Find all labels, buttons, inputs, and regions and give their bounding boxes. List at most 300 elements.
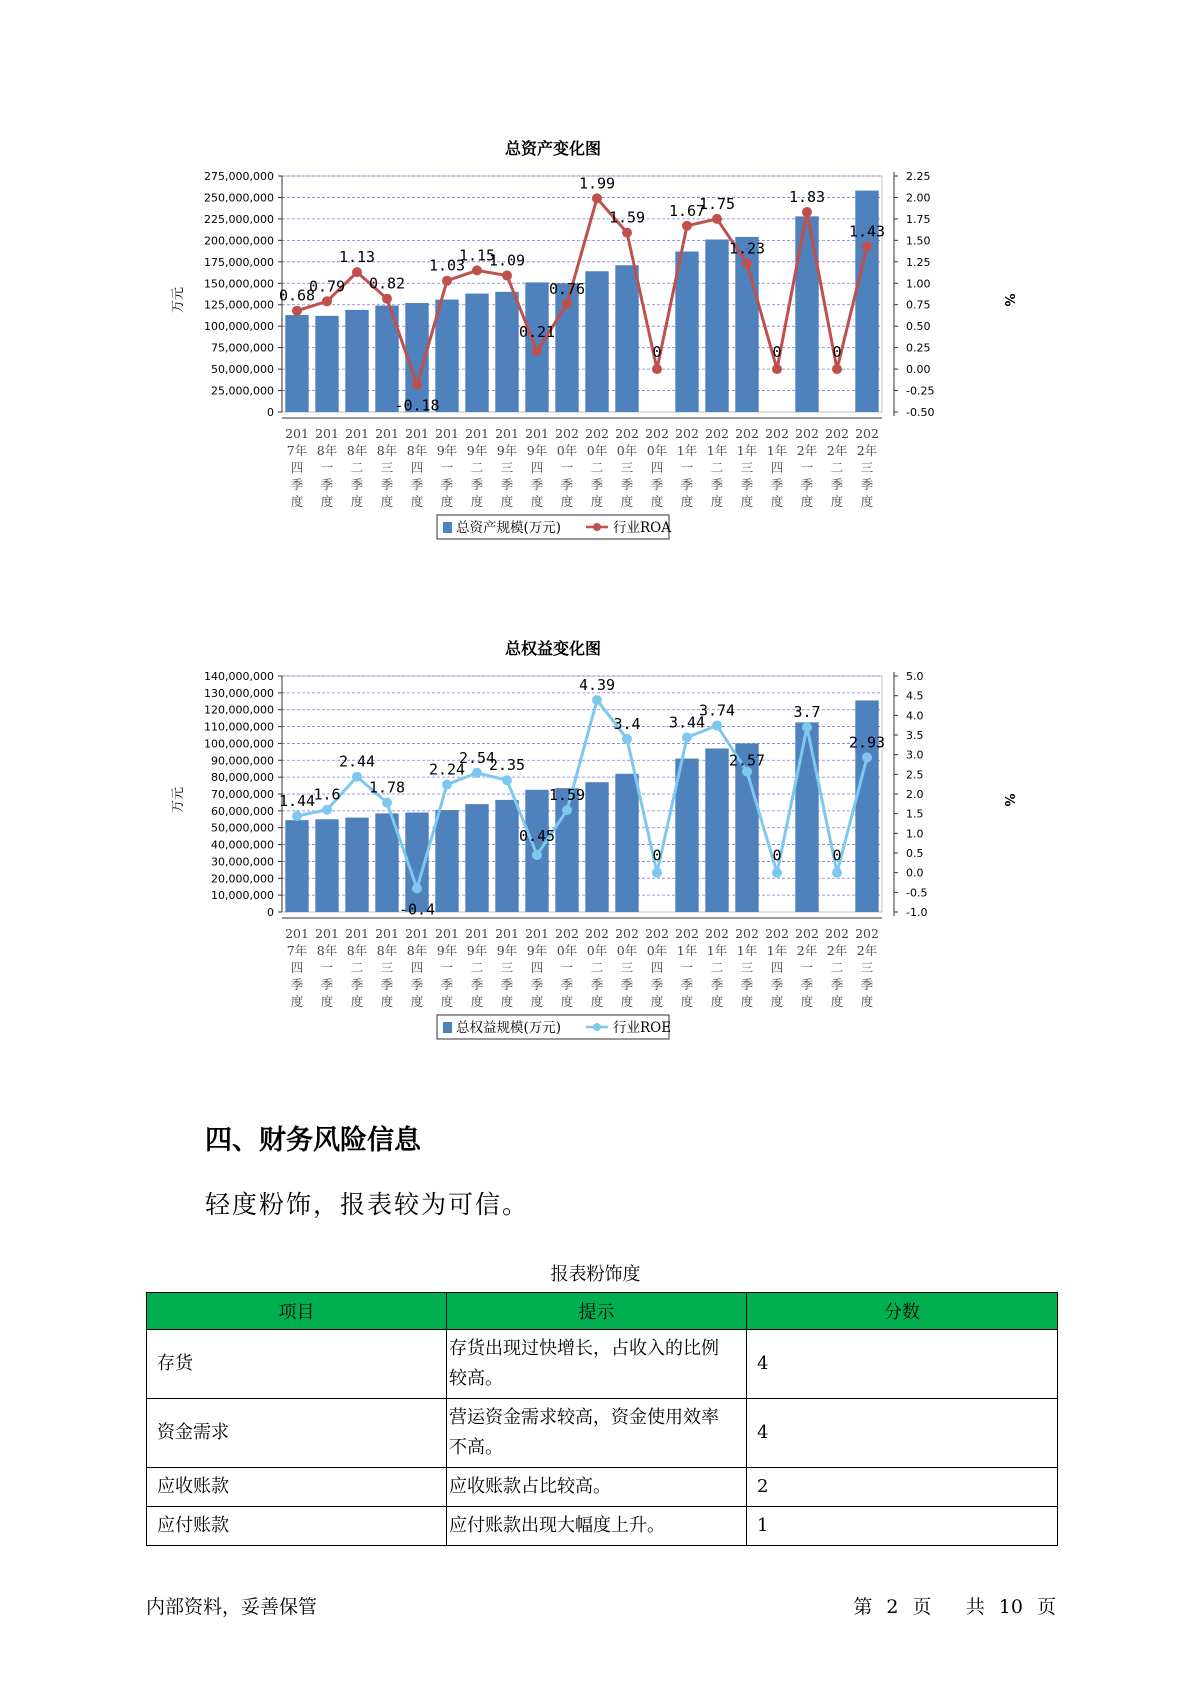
x-tick-label: 202 [645, 426, 669, 441]
y2-tick-label: 0.00 [906, 363, 931, 377]
x-tick-label: 三 [860, 960, 874, 975]
x-tick-label: 201 [525, 426, 549, 441]
x-tick-label: 202 [675, 926, 699, 941]
x-tick-label: 四 [290, 960, 304, 975]
x-tick-label: 度 [320, 494, 334, 509]
x-tick-label: 四 [770, 460, 784, 475]
x-tick-label: 一 [680, 460, 694, 475]
y-tick-label: 70,000,000 [211, 788, 274, 801]
row-score: 1 [747, 1507, 1058, 1546]
bar [615, 774, 638, 912]
x-tick-label: 二 [590, 960, 604, 975]
total-prefix: 共 [965, 1596, 985, 1618]
bar [495, 292, 518, 412]
x-tick-label: 度 [650, 994, 664, 1009]
x-tick-label: 二 [830, 460, 844, 475]
x-tick-label: 202 [615, 926, 639, 941]
line-point [502, 271, 512, 281]
x-tick-label: 9年 [526, 943, 548, 958]
chart-legend [437, 1015, 671, 1039]
x-tick-label: 二 [350, 460, 364, 475]
x-tick-label: 度 [740, 494, 754, 509]
x-tick-label: 四 [410, 460, 424, 475]
y2-axis-title: % [1001, 793, 1016, 807]
x-tick-label: 0年 [556, 943, 578, 958]
legend-bar-label: 总资产规模(万元) [456, 520, 562, 536]
legend-line-marker [593, 523, 601, 531]
data-label: 0.21 [518, 323, 556, 342]
x-tick-label: 四 [650, 460, 664, 475]
line-point [682, 732, 692, 742]
x-tick-label: 一 [800, 960, 814, 975]
x-tick-label: 2年 [796, 443, 818, 458]
x-tick-label: 一 [560, 960, 574, 975]
x-tick-label: 季 [440, 977, 454, 992]
bar [345, 818, 368, 912]
x-tick-label: 季 [500, 977, 514, 992]
x-tick-label: 度 [380, 494, 394, 509]
x-tick-label: 202 [825, 426, 849, 441]
x-tick-label: 201 [375, 926, 399, 941]
x-tick-label: 8年 [406, 443, 428, 458]
bar [285, 820, 308, 912]
bar [855, 700, 878, 912]
x-tick-label: 202 [855, 426, 879, 441]
data-label: 2.44 [338, 752, 376, 771]
x-tick-label: 9年 [466, 443, 488, 458]
y2-tick-label: 2.00 [906, 191, 931, 205]
legend-line-marker [593, 1023, 601, 1031]
x-tick-label: 度 [350, 494, 364, 509]
legend-line-label: 行业ROA [613, 520, 671, 536]
bar [285, 315, 308, 412]
line-point [592, 193, 602, 203]
x-tick-label: 度 [710, 494, 724, 509]
data-label: 1.15 [458, 246, 496, 265]
y-tick-label: 275,000,000 [204, 170, 274, 183]
line-point [292, 811, 302, 821]
y-tick-label: 130,000,000 [204, 686, 274, 700]
row-tip: 应付账款出现大幅度上升。 [447, 1507, 747, 1546]
data-label: 0 [772, 343, 782, 362]
x-tick-label: 二 [590, 460, 604, 475]
x-tick-label: 201 [465, 426, 489, 441]
header-item: 项目 [147, 1293, 447, 1330]
x-tick-label: 季 [740, 977, 754, 992]
row-item: 存货 [147, 1330, 447, 1399]
x-tick-label: 202 [705, 426, 729, 441]
x-tick-label: 8年 [316, 443, 338, 458]
x-tick-label: 201 [435, 926, 459, 941]
x-tick-label: 度 [410, 494, 424, 509]
y-tick-label: 125,000,000 [204, 298, 274, 312]
x-tick-label: 202 [795, 426, 819, 441]
x-tick-label: 季 [680, 977, 694, 992]
y2-tick-label: 0.5 [906, 847, 924, 860]
x-tick-label: 三 [740, 960, 754, 975]
y-tick-label: 10,000,000 [211, 889, 274, 903]
x-tick-label: 1年 [676, 443, 698, 458]
data-label: 1.43 [848, 222, 886, 241]
x-tick-label: 度 [470, 494, 484, 509]
line-point [532, 346, 542, 356]
x-tick-label: 1年 [766, 943, 788, 958]
x-tick-label: 二 [350, 960, 364, 975]
x-tick-label: 8年 [376, 443, 398, 458]
y-tick-label: 0 [267, 906, 274, 919]
assets-chart-svg [160, 140, 1040, 600]
x-tick-label: 二 [710, 960, 724, 975]
x-tick-label: 202 [675, 426, 699, 441]
y-tick-label: 25,000,000 [211, 384, 274, 398]
x-tick-label: 度 [440, 494, 454, 509]
y2-tick-label: -1.0 [906, 906, 928, 919]
x-tick-label: 一 [320, 460, 334, 475]
x-tick-label: 202 [585, 426, 609, 441]
y2-tick-label: 0.25 [906, 341, 931, 355]
x-tick-label: 度 [830, 994, 844, 1009]
data-label: 1.09 [488, 251, 526, 270]
page-mid: 页 [912, 1596, 932, 1618]
data-label: 1.13 [338, 248, 376, 267]
x-tick-label: 度 [560, 494, 574, 509]
x-tick-label: 度 [290, 994, 304, 1009]
y2-tick-label: 0.50 [906, 320, 931, 334]
y2-tick-label: -0.50 [906, 406, 935, 419]
x-tick-label: 0年 [586, 943, 608, 958]
data-label: 0.45 [518, 826, 556, 845]
line-point [802, 722, 812, 732]
bar [705, 240, 728, 412]
line-point [652, 868, 662, 878]
y2-tick-label: -0.5 [906, 886, 928, 900]
x-tick-label: 三 [380, 460, 394, 475]
page-prefix: 第 [853, 1596, 873, 1618]
footer-confidential: 内部资料，妥善保管 [146, 1596, 318, 1618]
y2-tick-label: -0.25 [906, 384, 935, 398]
y-tick-label: 75,000,000 [211, 341, 274, 355]
x-tick-label: 季 [320, 477, 334, 492]
row-item: 应付账款 [147, 1507, 447, 1546]
line-point [472, 265, 482, 275]
x-tick-label: 季 [320, 977, 334, 992]
data-label: 0 [652, 343, 662, 362]
bar [465, 294, 488, 412]
x-tick-label: 度 [410, 994, 424, 1009]
x-tick-label: 季 [710, 477, 724, 492]
data-label: 3.7 [793, 703, 821, 722]
x-tick-label: 季 [380, 977, 394, 992]
data-label: 2.54 [458, 748, 496, 767]
equity-chart [160, 640, 1040, 1100]
x-tick-label: 一 [440, 960, 454, 975]
y-tick-label: 140,000,000 [204, 670, 274, 683]
x-tick-label: 8年 [346, 943, 368, 958]
y2-tick-label: 0.0 [906, 866, 924, 880]
x-tick-label: 二 [470, 460, 484, 475]
line-point [292, 306, 302, 316]
x-tick-label: 201 [495, 426, 519, 441]
line-point [442, 780, 452, 790]
x-tick-label: 201 [315, 426, 339, 441]
x-tick-label: 季 [530, 477, 544, 492]
table-header-row [147, 1293, 1058, 1330]
x-tick-label: 202 [795, 926, 819, 941]
table-row [147, 1330, 1058, 1399]
x-tick-label: 度 [590, 994, 604, 1009]
x-tick-label: 1年 [706, 443, 728, 458]
x-tick-label: 季 [590, 977, 604, 992]
legend-line-label: 行业ROE [613, 1020, 672, 1036]
data-label: 1.03 [428, 256, 466, 275]
x-tick-label: 9年 [466, 943, 488, 958]
y2-tick-label: 2.5 [906, 768, 924, 782]
x-tick-label: 度 [440, 994, 454, 1009]
x-tick-label: 季 [440, 477, 454, 492]
y-tick-label: 0 [267, 406, 274, 419]
x-tick-label: 三 [620, 460, 634, 475]
y-tick-label: 50,000,000 [211, 363, 274, 377]
data-label: 0.68 [278, 286, 316, 305]
x-tick-label: 9年 [436, 943, 458, 958]
footer-page-info [851, 1592, 1058, 1619]
data-label: 0 [772, 846, 782, 865]
data-label: 2.57 [728, 751, 766, 770]
y2-tick-label: 4.5 [906, 689, 924, 703]
header-score: 分数 [747, 1293, 1058, 1330]
data-label: 1.6 [313, 785, 341, 804]
x-tick-label: 四 [530, 460, 544, 475]
x-tick-label: 度 [590, 494, 604, 509]
row-score: 2 [747, 1468, 1058, 1507]
y2-tick-label: 1.25 [906, 255, 931, 269]
x-tick-label: 三 [380, 960, 394, 975]
line-point [352, 772, 362, 782]
line-point [382, 798, 392, 808]
x-tick-label: 0年 [616, 443, 638, 458]
x-tick-label: 季 [500, 477, 514, 492]
bar [315, 819, 338, 912]
x-tick-label: 三 [500, 460, 514, 475]
bar [615, 265, 638, 412]
x-tick-label: 一 [440, 460, 454, 475]
x-tick-label: 202 [585, 926, 609, 941]
bar [345, 310, 368, 412]
x-tick-label: 季 [860, 977, 874, 992]
line-point [592, 695, 602, 705]
x-tick-label: 季 [680, 477, 694, 492]
y-tick-label: 175,000,000 [204, 255, 274, 269]
x-tick-label: 202 [645, 926, 669, 941]
x-tick-label: 201 [345, 426, 369, 441]
x-tick-label: 2年 [796, 943, 818, 958]
x-tick-label: 202 [705, 926, 729, 941]
x-tick-label: 季 [800, 977, 814, 992]
x-tick-label: 0年 [646, 943, 668, 958]
bar [585, 271, 608, 412]
x-tick-label: 202 [765, 926, 789, 941]
x-tick-label: 三 [860, 460, 874, 475]
x-tick-label: 度 [680, 494, 694, 509]
data-label: 2.35 [488, 756, 526, 775]
bar [435, 810, 458, 912]
total-pages: 10 [998, 1596, 1023, 1618]
y-tick-label: 100,000,000 [204, 320, 274, 334]
x-tick-label: 季 [380, 477, 394, 492]
x-tick-label: 季 [290, 977, 304, 992]
x-tick-label: 度 [830, 494, 844, 509]
legend-bar-swatch [443, 522, 452, 533]
x-tick-label: 二 [470, 960, 484, 975]
x-tick-label: 度 [530, 494, 544, 509]
bar [795, 722, 818, 912]
data-label: 3.4 [613, 714, 641, 733]
y2-tick-label: 2.0 [906, 788, 924, 801]
data-label: -0.4 [398, 900, 436, 919]
data-label: 0 [832, 343, 842, 362]
legend-bar-swatch [443, 1022, 452, 1033]
x-tick-label: 度 [380, 994, 394, 1009]
x-tick-label: 201 [285, 926, 309, 941]
x-tick-label: 度 [560, 994, 574, 1009]
x-tick-label: 202 [855, 926, 879, 941]
x-tick-label: 201 [315, 926, 339, 941]
row-tip: 营运资金需求较高，资金使用效率不高。 [447, 1399, 747, 1468]
data-label: 1.83 [788, 188, 826, 207]
x-tick-label: 四 [770, 960, 784, 975]
x-tick-label: 201 [285, 426, 309, 441]
table-caption: 报表粉饰度 [550, 1264, 641, 1285]
x-tick-label: 0年 [586, 443, 608, 458]
line-point [442, 276, 452, 286]
x-tick-label: 季 [560, 477, 574, 492]
line-point [322, 805, 332, 815]
x-tick-label: 二 [710, 460, 724, 475]
risk-table [146, 1292, 1058, 1546]
data-label: 0 [832, 846, 842, 865]
y2-tick-label: 1.75 [906, 212, 931, 226]
row-tip: 应收账款占比较高。 [447, 1468, 747, 1507]
header-tip: 提示 [447, 1293, 747, 1330]
y-tick-label: 60,000,000 [211, 804, 274, 818]
y-tick-label: 40,000,000 [211, 838, 274, 852]
line-point [772, 868, 782, 878]
data-label: 0.79 [308, 277, 346, 296]
x-tick-label: 一 [320, 960, 334, 975]
x-tick-label: 季 [710, 977, 724, 992]
x-tick-label: 季 [650, 977, 664, 992]
line-point [742, 259, 752, 269]
x-tick-label: 202 [735, 426, 759, 441]
chart-legend [437, 515, 671, 539]
line-point [472, 768, 482, 778]
x-tick-label: 度 [800, 994, 814, 1009]
equity-chart-svg [160, 640, 1040, 1100]
x-tick-label: 1年 [676, 943, 698, 958]
x-tick-label: 季 [560, 977, 574, 992]
line-point [322, 296, 332, 306]
x-tick-label: 9年 [526, 443, 548, 458]
row-score: 4 [747, 1399, 1058, 1468]
data-label: 1.59 [548, 786, 586, 805]
x-tick-label: 四 [530, 960, 544, 975]
y2-tick-label: 1.00 [906, 277, 931, 291]
line-point [862, 752, 872, 762]
bar [585, 782, 608, 912]
x-tick-label: 1年 [766, 443, 788, 458]
line-point [562, 299, 572, 309]
x-tick-label: 季 [350, 477, 364, 492]
x-tick-label: 8年 [316, 943, 338, 958]
line-point [832, 868, 842, 878]
x-tick-label: 1年 [706, 943, 728, 958]
x-tick-label: 度 [620, 994, 634, 1009]
x-tick-label: 9年 [496, 443, 518, 458]
x-tick-label: 季 [620, 477, 634, 492]
x-tick-label: 2年 [826, 943, 848, 958]
x-tick-label: 二 [830, 960, 844, 975]
x-tick-label: 季 [740, 477, 754, 492]
x-tick-label: 度 [500, 494, 514, 509]
assets-chart [160, 140, 1040, 600]
x-tick-label: 季 [770, 977, 784, 992]
legend-bar-label: 总权益规模(万元) [456, 1020, 562, 1036]
y-tick-label: 90,000,000 [211, 754, 274, 768]
x-tick-label: 四 [410, 960, 424, 975]
chart-title: 总资产变化图 [504, 140, 602, 158]
y-axis-title: 万元 [171, 786, 186, 814]
x-tick-label: 202 [825, 926, 849, 941]
line-point [622, 228, 632, 238]
y-tick-label: 80,000,000 [211, 771, 274, 785]
page-number: 2 [886, 1596, 899, 1618]
x-tick-label: 8年 [406, 943, 428, 958]
x-tick-label: 度 [470, 994, 484, 1009]
x-tick-label: 度 [860, 994, 874, 1009]
x-tick-label: 度 [500, 994, 514, 1009]
bar [465, 804, 488, 912]
data-label: 1.59 [608, 208, 646, 227]
x-tick-label: 201 [495, 926, 519, 941]
x-tick-label: 一 [800, 460, 814, 475]
x-tick-label: 201 [345, 926, 369, 941]
x-tick-label: 201 [435, 426, 459, 441]
line-point [532, 850, 542, 860]
line-point [352, 267, 362, 277]
x-tick-label: 季 [650, 477, 664, 492]
line-point [862, 241, 872, 251]
x-tick-label: 202 [735, 926, 759, 941]
x-tick-label: 季 [800, 477, 814, 492]
y2-tick-label: 3.5 [906, 729, 924, 742]
table-row [147, 1507, 1058, 1546]
y2-tick-label: 0.75 [906, 298, 931, 312]
y-axis-title: 万元 [171, 286, 186, 314]
line-point [712, 214, 722, 224]
x-tick-label: 2年 [826, 443, 848, 458]
x-tick-label: 四 [650, 960, 664, 975]
x-tick-label: 度 [620, 494, 634, 509]
x-tick-label: 季 [770, 477, 784, 492]
x-tick-label: 1年 [736, 443, 758, 458]
row-item: 应收账款 [147, 1468, 447, 1507]
y2-tick-label: 1.50 [906, 234, 931, 248]
x-tick-label: 季 [590, 477, 604, 492]
row-item: 资金需求 [147, 1399, 447, 1468]
x-tick-label: 三 [740, 460, 754, 475]
y2-tick-label: 5.0 [906, 670, 924, 683]
x-tick-label: 度 [740, 994, 754, 1009]
